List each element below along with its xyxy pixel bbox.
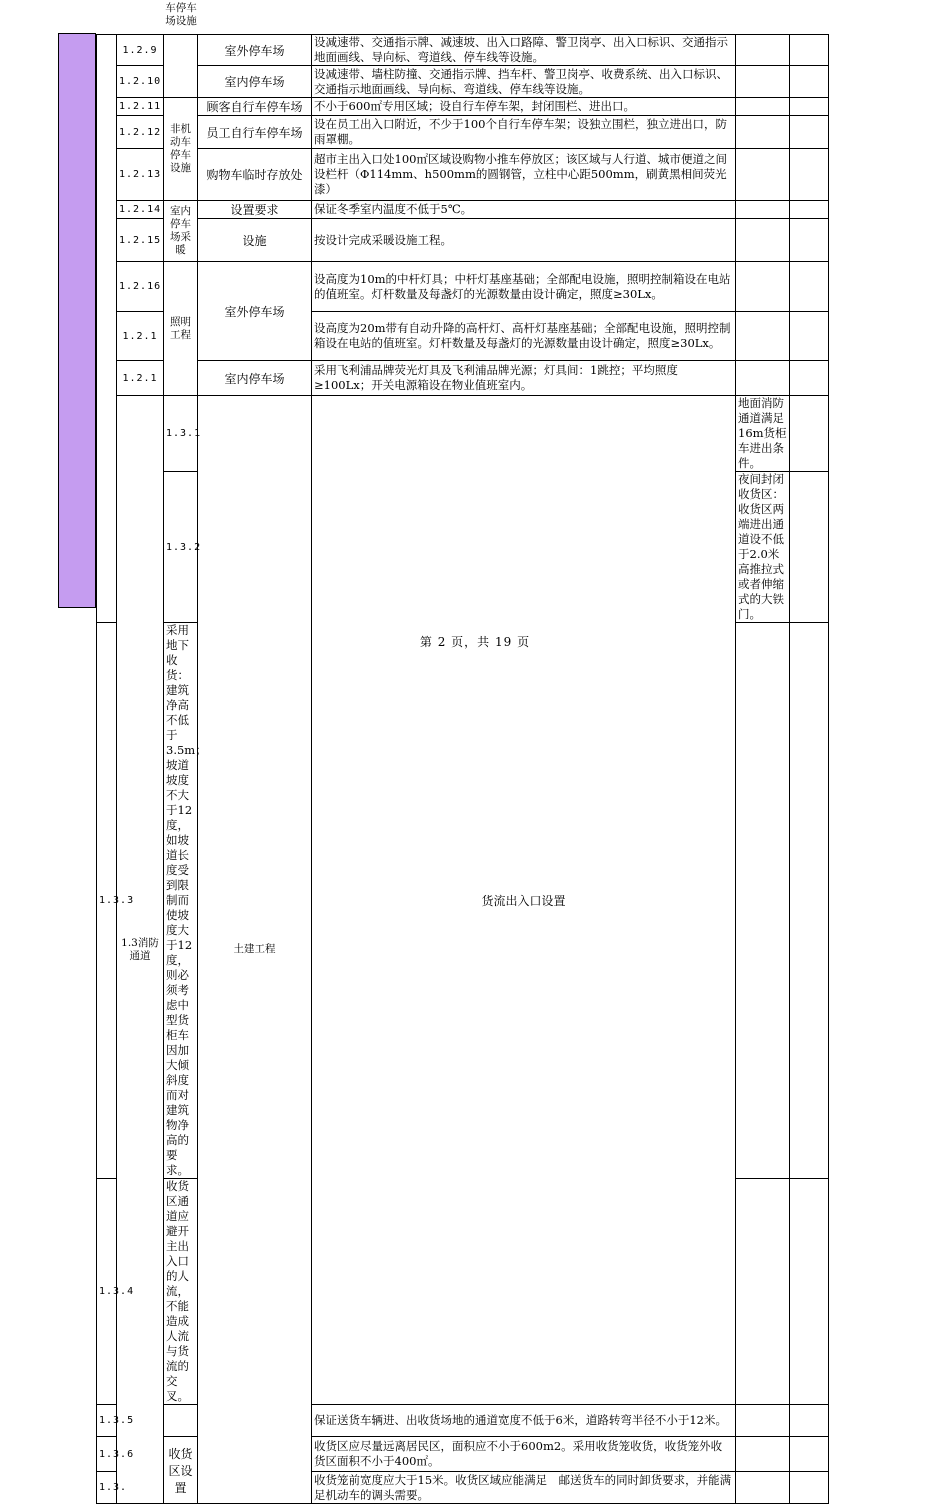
item-description: 保证冬季室内温度不低于5℃。: [312, 201, 736, 219]
blank-cell: [790, 262, 829, 312]
item-description: 地面消防通道满足16m货柜车进出条件。: [736, 396, 790, 472]
row-number: 1.2.10: [117, 66, 164, 98]
blank-cell: [790, 472, 829, 623]
item-name: 收货区设置: [164, 1437, 198, 1504]
row-number: 1.3.1: [164, 396, 198, 472]
category-label-parking-top: 车停车场设施: [165, 2, 197, 27]
row-number: 1.2.15: [117, 219, 164, 262]
item-description: 夜间封闭收货区：收货区两端进出通道设不低于2.0米高推拉式或者伸缩式的大铁门。: [736, 472, 790, 623]
section-cell-empty: [97, 35, 117, 623]
item-name: 室内停车场: [198, 361, 312, 396]
item-description: 按设计完成采暖设施工程。: [312, 219, 736, 262]
item-description: 采用地下收货：建筑净高不低于3.5m；坡道坡度不大于12度，如坡道长度受到限制而使坡度大于12度，则必须考虑中型货柜车因加大倾斜度而对建筑物净高的要求。: [164, 623, 198, 1179]
blank-cell: [790, 361, 829, 396]
item-description: 设在员工出入口附近，不少于100个自行车停车架；设独立围栏，独立进出口，防雨罩棚。: [312, 116, 736, 149]
blank-cell: [736, 149, 790, 201]
blank-cell: [790, 623, 829, 1179]
item-description: 采用飞利浦品牌荧光灯具及飞利浦品牌光源；灯具间：1跳控；平均照度≥100Lx；开关电源箱设在物业值班室内。: [312, 361, 736, 396]
blank-cell: [736, 219, 790, 262]
item-description: 收货笼前宽度应大于15米。收货区域应能满足 邮送货车的同时卸货要求，并能满足机动车的调头需要。: [312, 1472, 736, 1504]
blank-cell: [790, 219, 829, 262]
row-number: 1.3.: [97, 1472, 117, 1504]
row-number: 1.3.4: [97, 1179, 117, 1405]
table-row: [97, 116, 829, 149]
table-row: [97, 262, 829, 312]
page-footer: 第 2 页，共 19 页: [419, 635, 531, 649]
row-number: 1.2.16: [117, 262, 164, 312]
item-name: 室内停车场: [198, 66, 312, 98]
blank-cell: [790, 396, 829, 472]
blank-cell: [790, 116, 829, 149]
row-number: 1.3.6: [97, 1437, 117, 1472]
item-description: 不小于600㎡专用区域；设自行车停车架，封闭围栏、进出口。: [312, 98, 736, 116]
blank-cell: [736, 312, 790, 361]
blank-cell: [790, 1437, 829, 1472]
row-number: 1.2.14: [117, 201, 164, 219]
item-description: 保证送货车辆进、出收货场地的通道宽度不低于6米，道路转弯半径不小于12米。: [312, 1405, 736, 1437]
row-number: 1.2.12: [117, 116, 164, 149]
category-label-lighting: 照明工程: [164, 262, 198, 396]
table-row: [97, 219, 829, 262]
category-label-civil: 土建工程: [198, 396, 312, 1504]
item-description: 设减速带、交通指示牌、减速坡、出入口路障、警卫岗亭、出入口标识、交通指示地面画线、导向标、弯道线、停车线等设施。: [312, 35, 736, 66]
blank-cell: [736, 66, 790, 98]
row-number: 1.2.11: [117, 98, 164, 116]
item-name: 室外停车场: [198, 35, 312, 66]
category-cell-empty: [164, 35, 198, 98]
blank-cell: [736, 116, 790, 149]
blank-cell: [790, 1179, 829, 1405]
blank-cell: [736, 98, 790, 116]
blank-cell: [790, 1472, 829, 1504]
item-description: 收货区通道应避开主出入口的人流，不能造成人流与货流的交叉。: [164, 1179, 198, 1405]
item-name: 顾客自行车停车场: [198, 98, 312, 116]
row-number: 1.2.13: [117, 149, 164, 201]
table-row: [97, 35, 829, 66]
item-description: 设减速带、墙柱防撞、交通指示牌、挡车杆、警卫岗亭、收费系统、出入口标识、交通指示地面画线、导向标、弯道线、停车线等设施。: [312, 66, 736, 98]
item-name: 设施: [198, 219, 312, 262]
row-number: 1.3.3: [97, 623, 117, 1179]
row-number: 1.3.2: [164, 472, 198, 623]
table-row: [97, 396, 829, 472]
item-description: 超市主出入口处100㎡区域设购物小推车停放区；该区域与人行道、城市便道之间设栏杆（Φ114mm、h500mm的圆钢管，立柱中心距500mm，刷黄黑相间荧光漆）: [312, 149, 736, 201]
table-row: [97, 149, 829, 201]
table-row: [97, 201, 829, 219]
blank-cell: [736, 1179, 790, 1405]
table-row: [97, 361, 829, 396]
blank-cell: [790, 149, 829, 201]
item-name: 货流出入口设置: [312, 396, 736, 1405]
blank-cell: [736, 623, 790, 1179]
blank-cell: [736, 1472, 790, 1504]
blank-cell: [790, 98, 829, 116]
table-row: [97, 66, 829, 98]
row-number: 1.3.5: [97, 1405, 117, 1437]
blank-cell: [736, 1405, 790, 1437]
section-label-1-3: 1.3消防通道: [117, 396, 164, 1504]
blank-cell: [736, 361, 790, 396]
item-description: 设高度为20m带有自动升降的高杆灯、高杆灯基座基础；全部配电设施，照明控制箱设在电站的值班室。灯杆数量及每盏灯的光源数量由设计确定，照度≥30Lx。: [312, 312, 736, 361]
blank-cell: [736, 201, 790, 219]
row-number: 1.2.1: [117, 361, 164, 396]
blank-cell: [736, 262, 790, 312]
row-number: 1.2.9: [117, 35, 164, 66]
item-name: 室外停车场: [198, 262, 312, 361]
item-name-empty: [164, 1405, 198, 1437]
category-label-bike: 非机动车停车设施: [164, 98, 198, 201]
blank-cell: [790, 201, 829, 219]
section-color-bar: [58, 33, 96, 608]
category-label-heating: 室内停车场采暖: [164, 201, 198, 262]
blank-cell: [790, 66, 829, 98]
blank-cell: [790, 312, 829, 361]
blank-cell: [790, 35, 829, 66]
row-number: 1.2.1: [117, 312, 164, 361]
item-name: 设置要求: [198, 201, 312, 219]
table-row: [97, 98, 829, 116]
blank-cell: [736, 1437, 790, 1472]
item-description: 收货区应尽量远离居民区，面积应不小于600m2。采用收货笼收货，收货笼外收货区面积不小于400㎡。: [312, 1437, 736, 1472]
spec-table: [96, 34, 829, 1504]
blank-cell: [790, 1405, 829, 1437]
item-description: 设高度为10m的中杆灯具；中杆灯基座基础；全部配电设施，照明控制箱设在电站的值班室。灯杆数量及每盏灯的光源数量由设计确定，照度≥30Lx。: [312, 262, 736, 312]
item-name: 购物车临时存放处: [198, 149, 312, 201]
blank-cell: [736, 35, 790, 66]
item-name: 员工自行车停车场: [198, 116, 312, 149]
